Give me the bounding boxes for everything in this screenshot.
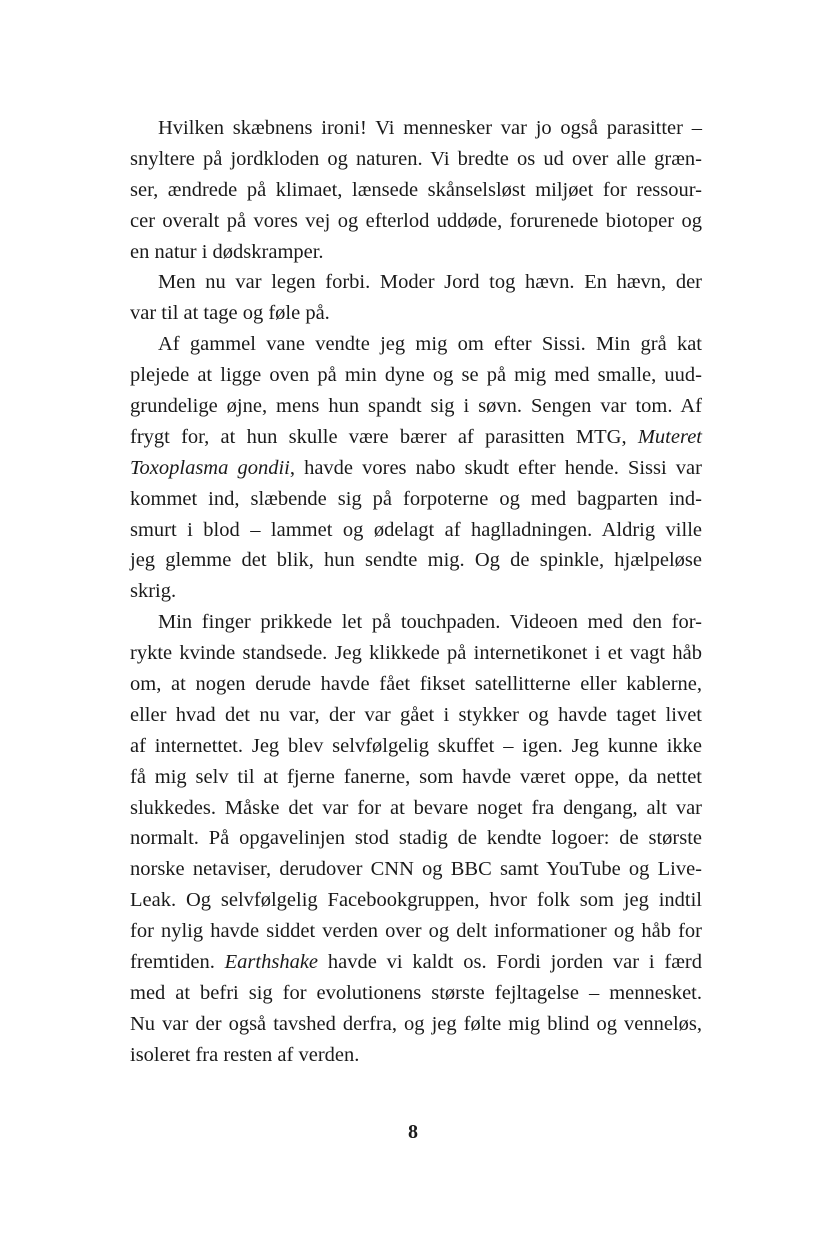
text-line [130, 1040, 702, 1071]
text-run: for nylig havde siddet verden over og delt informationer og håb for [130, 920, 702, 943]
text-run: cer overalt på vores vej og efterlod uddøde, forurenede biotoper og [130, 209, 702, 232]
text-line [130, 916, 702, 947]
text-run: om, at nogen derude havde fået fikset satellitterne eller kablerne, [130, 673, 702, 696]
text-run: plejede at ligge oven på min dyne og se på mig med smalle, uud- [130, 364, 702, 387]
text-line [130, 206, 702, 237]
text-line [130, 360, 702, 391]
text-line [130, 484, 702, 515]
body-text [130, 113, 702, 1071]
text-run: smurt i blod – lammet og ødelagt af haglladningen. Aldrig ville [130, 518, 702, 541]
text-line [130, 545, 702, 576]
text-line [130, 978, 702, 1009]
text-run: Leak. Og selvfølgelig Facebookgruppen, hvor folk som jeg indtil [130, 889, 702, 912]
paragraph [130, 329, 702, 607]
text-line [130, 885, 702, 916]
text-line [130, 669, 702, 700]
text-run: ser, ændrede på klimaet, lænsede skånselsløst miljøet for ressour- [130, 178, 702, 201]
text-line [130, 854, 702, 885]
paragraph [130, 113, 702, 267]
text-run: isoleret fra resten af verden. [130, 1043, 360, 1066]
text-run: rykte kvinde standsede. Jeg klikkede på internetikonet i et vagt håb [130, 642, 702, 665]
text-line [130, 267, 702, 298]
text-line [130, 144, 702, 175]
text-line [130, 700, 702, 731]
text-run: var til at tage og føle på. [130, 302, 330, 325]
text-run: slukkedes. Måske det var for at bevare noget fra dengang, alt var [130, 796, 702, 819]
text-line [130, 329, 702, 360]
italic-text: Muteret [637, 425, 702, 448]
text-run: få mig selv til at fjerne fanerne, som havde været oppe, da nettet [130, 765, 702, 788]
text-line [130, 638, 702, 669]
text-run: normalt. På opgavelinjen stod stadig de kendte logoer: de største [130, 827, 702, 850]
text-run: Hvilken skæbnens ironi! Vi mennesker var jo også parasitter – [158, 117, 702, 139]
text-run: af internettet. Jeg blev selvfølgelig skuffet – igen. Jeg kunne ikke [130, 734, 702, 757]
text-run: Men nu var legen forbi. Moder Jord tog hævn. En hævn, der [158, 271, 702, 294]
text-run: snyltere på jordkloden og naturen. Vi bredte os ud over alle græn- [130, 147, 702, 170]
text-run: grundelige øjne, mens hun spandt sig i søvn. Sengen var tom. Af [130, 395, 702, 418]
text-line [130, 422, 702, 453]
text-run: skrig. [130, 580, 177, 603]
text-line [130, 515, 702, 546]
text-run: Nu var der også tavshed derfra, og jeg følte mig blind og venneløs, [130, 1012, 702, 1035]
text-run: jeg glemme det blik, hun sendte mig. Og de spinkle, hjælpeløse [130, 549, 702, 572]
text-run: havde vi kaldt os. Fordi jorden var i færd [318, 951, 702, 974]
text-line [130, 947, 702, 978]
text-run: fremtiden. [130, 951, 225, 974]
italic-text: Toxoplasma gondii [130, 456, 290, 479]
text-run: Af gammel vane vendte jeg mig om efter Sissi. Min grå kat [158, 333, 702, 356]
text-run: frygt for, at hun skulle være bærer af parasitten MTG, [130, 425, 638, 448]
italic-text: Earthshake [224, 951, 319, 974]
text-line [130, 237, 702, 268]
text-line [130, 113, 702, 144]
text-run: norske netaviser, derudover CNN og BBC samt YouTube og Live- [130, 858, 702, 881]
text-run: eller hvad det nu var, der var gået i stykker og havde taget livet [130, 703, 702, 726]
text-line [130, 823, 702, 854]
text-line [130, 576, 702, 607]
paragraph [130, 267, 702, 329]
text-line [130, 731, 702, 762]
paragraph [130, 607, 702, 1070]
text-run: , havde vores nabo skudt efter hende. Sissi var [289, 456, 702, 479]
text-line [130, 391, 702, 422]
text-line [130, 453, 702, 484]
text-line [130, 298, 702, 329]
text-run: en natur i dødskramper. [130, 240, 324, 263]
text-run: Min finger prikkede let på touchpaden. Videoen med den for- [158, 611, 702, 634]
page-number: 8 [408, 1121, 418, 1143]
text-line [130, 1009, 702, 1040]
text-run: med at befri sig for evolutionens største fejltagelse – mennesket. [130, 981, 702, 1004]
text-line [130, 175, 702, 206]
text-line [130, 762, 702, 793]
text-line [130, 607, 702, 638]
text-run: kommet ind, slæbende sig på forpoterne og med bagparten ind- [130, 487, 702, 510]
text-line [130, 793, 702, 824]
